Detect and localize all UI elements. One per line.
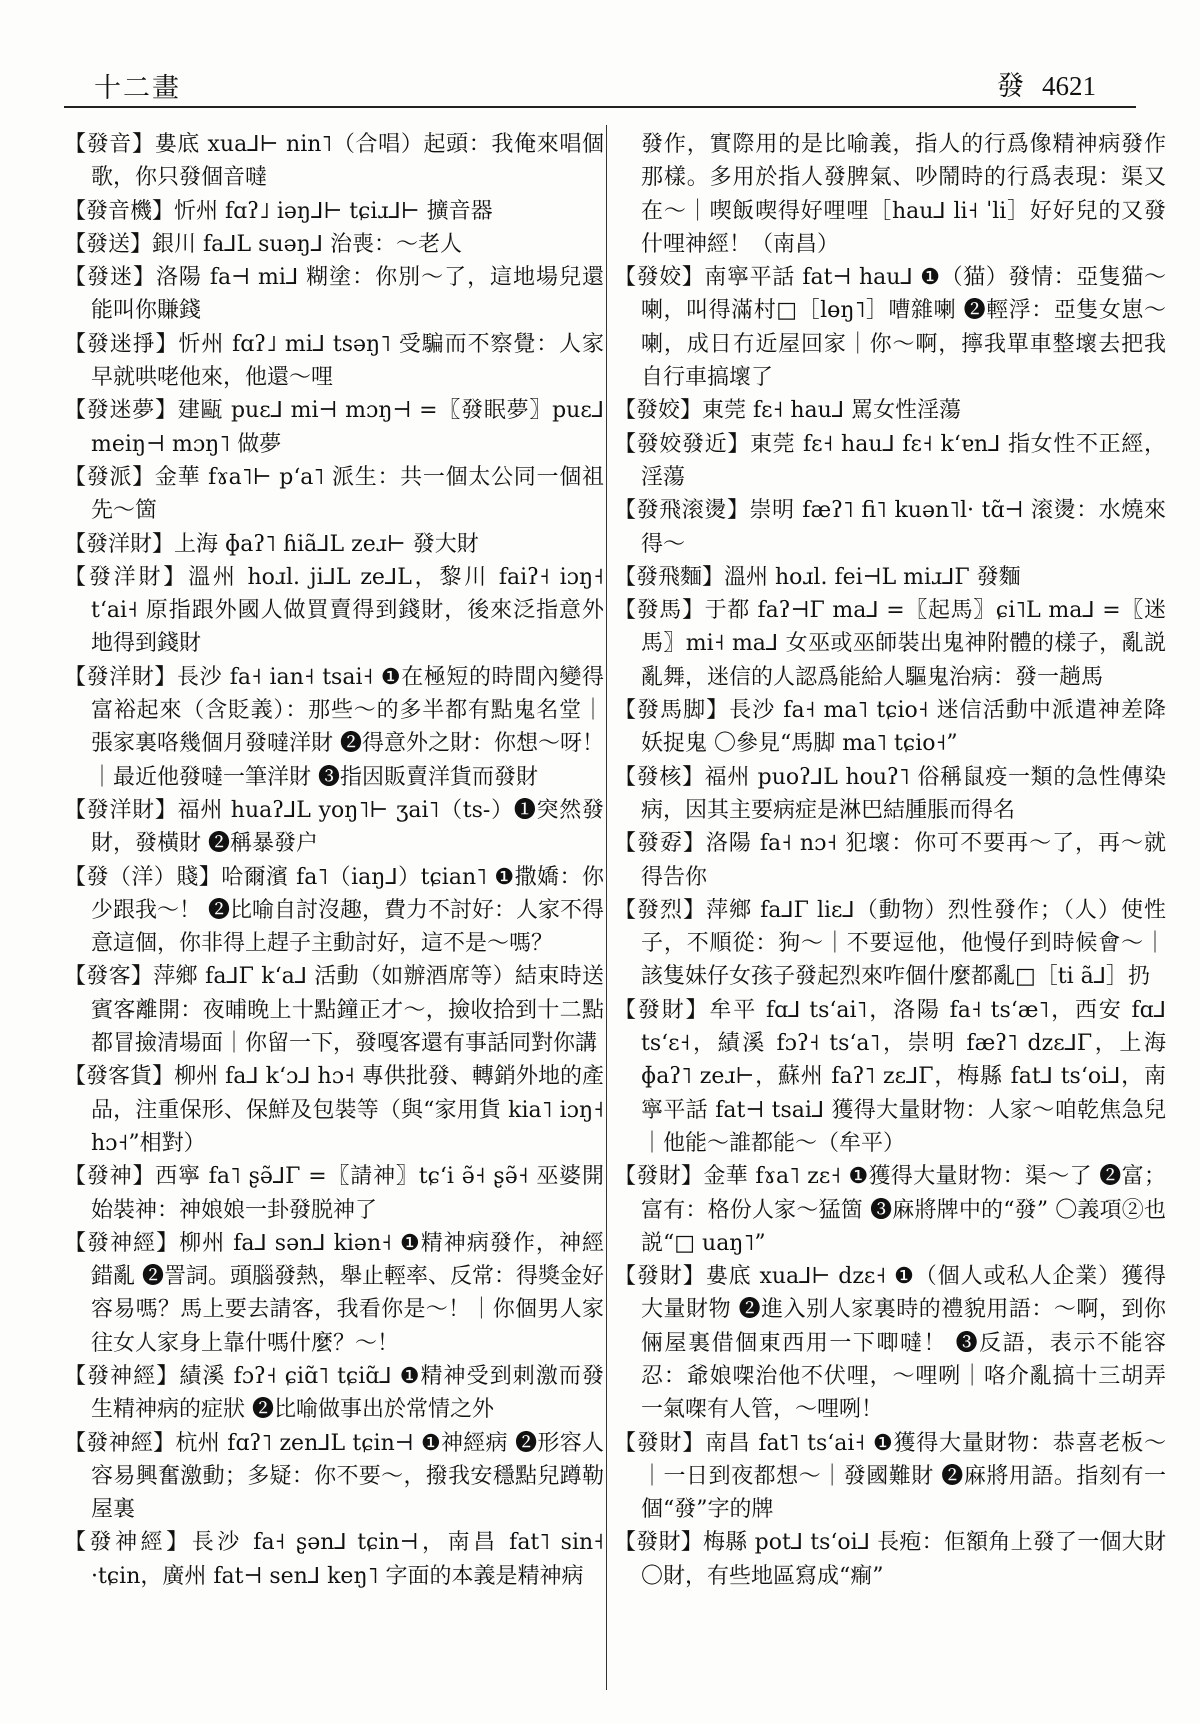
dictionary-entry: 【發音】婁底 xua⅃⊢ nin˥（合唱）起頭：我俺來唱個歌，你只發個音噠 [64,132,604,191]
column-divider [606,125,607,1690]
dictionary-entry-continued: 發作，實際用的是比喻義，指人的行爲像精神病發作那樣。多用於指人發脾氣、吵鬧時的行爲表現：渠又在～｜喫飯喫得好哩哩［hau⅃ li˧ ˈli］好好兒的又發什哩神經！（南昌） [641,132,1166,257]
dictionary-entry: 【發財】南昌 fat˥ tsʻai˧ ❶獲得大量財物：恭喜老板～｜一日到夜都想～｜發國難財 ❷麻將用語。指刻有一個“發”字的牌 [614,1430,1166,1523]
dictionary-entry: 【發洋財】上海 ɸaʔ˥ ɦiã⅃L zeɹ⊢ 發大財 [64,531,479,557]
dictionary-entry: 【發神經】杭州 fɑʔ˥ zen⅃L tɕin⊣ ❶神經病 ❷形容人容易興奮激動；多疑：你不要～，撥我安穩點兒蹲勒屋裏 [64,1430,604,1523]
dictionary-entry: 【發財】金華 fɤa˥ zɛ˧ ❶獲得大量財物：渠～了 ❷富；富有：格份人家～猛箇 ❸麻將牌中的“發” 〇義項②也説“□ uaŋ˥” [614,1164,1166,1256]
dictionary-entry: 【發送】銀川 fa⅃L suəŋ⅃ 治喪：～老人 [64,231,463,257]
dictionary-entry: 【發音機】忻州 fɑʔ˩ iəŋ⅃⊢ tɕiɹ⅃⊢ 擴音器 [64,198,493,224]
dictionary-entry: 【發（洋）賤】哈爾濱 fa˥（iaŋ⅃）tɕian˥ ❶撒嬌：你少跟我～！ ❷比喻自討沒趣，費力不討好：人家不得意這個，你非得上趕子主動討好，這不是～嗎？ [64,864,604,957]
dictionary-entry: 【發神經】柳州 fa⅃ sən⅃ kiən˧ ❶精神病發作，神經錯亂 ❷詈詞。頭腦發熱，舉止輕率、反常：得獎金好容易嗎？馬上要去請客，我看你是～！｜你個男人家往女人家身上靠什嗎什麼？～！ [64,1230,604,1356]
dictionary-entry: 【發迷夢】建甌 puɛ⅃ mi⊣ mɔŋ⊣ =〖發眠夢〗puɛ⅃ meiŋ⊣ mɔŋ˥ 做夢 [64,398,604,457]
page-number: 4621 [1042,71,1096,101]
dictionary-entry: 【發姣】東莞 fɛ˧ hau⅃ 罵女性淫蕩 [614,398,962,424]
dictionary-entry: 【發飛麵】溫州 hoɹl. fei⊣L miɹ⅃Γ 發麵 [614,564,1021,590]
dictionary-entry: 【發客貨】柳州 fa⅃ kʻɔ⅃ hɔ˧ 專供批發、轉銷外地的產品，注重保形、保鮮及包裝等（與“家用貨 kia˥ iɔŋ˧ hɔ˧”相對） [64,1064,604,1156]
dictionary-entry: 【發馬】于都 faʔ⊣Γ ma⅃ =〖起馬〗ɕi˥L ma⅃ =〖迷馬〗mi˧ ma⅃ 女巫或巫師裝出鬼神附體的樣子，亂説亂舞，迷信的人認爲能給人驅鬼治病：發一趟馬 [614,598,1166,690]
running-head [997,64,1096,103]
dictionary-entry: 【發飛滚燙】崇明 fæʔ˥ fi˥ kuən˥l· tɑ̃⊣ 滚燙：水燒來得～ [614,498,1166,557]
dictionary-entry: 【發迷】洛陽 fa⊣ mi⅃ 糊塗：你別～了，這地場兒還能叫你賺錢 [64,265,604,324]
dictionary-entry: 【發神】西寧 fa˥ ʂə̃⅃Γ =〖請神〗tɕʻi ə̃˧ ʂə̃˧ 巫婆開始裝神：神娘娘一卦發脱神了 [64,1164,604,1223]
dictionary-entry: 【發客】萍鄉 fa⅃Γ kʻa⅃ 活動（如辦酒席等）結束時送賓客離開：夜晡晚上十點鐘正才～，撿收拾到十二點都冒撿清場面｜你留一下，發嘎客還有事話同對你講 [64,964,604,1057]
dictionary-entry: 【發姣】南寧平話 fat⊣ hau⅃ ❶（猫）發情：亞隻猫～喇，叫得滿村□［lɵŋ˥］嘈雜喇 ❷輕浮：亞隻女崽～喇，成日冇近屋回家｜你～啊，擰我單車整壞去把我自行車搞壞了 [614,265,1166,391]
dictionary-entry: 【發洋財】長沙 fa˧ ian˧ tsai˧ ❶在極短的時間內變得富裕起來（含貶義）：那些～的多半都有點鬼名堂｜張家裏咯幾個月發噠洋財 ❷得意外之財：你想～呀！｜最近他發噠一筆洋財 ❸指因販賣洋貨而發財 [64,664,604,790]
dictionary-entry: 【發派】金華 fɤa˥⊢ pʻa˥ 派生：共一個太公同一個祖先～箇 [64,464,604,524]
page-header [64,62,1136,108]
dictionary-entry: 【發財】梅縣 pot⅃ tsʻoi⅃ 長疱：佢額角上發了一個大財 〇財，有些地區寫成“痸” [614,1530,1166,1589]
headword: 發 [997,71,1024,102]
dictionary-entry: 【發財】牟平 fɑ⅃ tsʻai˥，洛陽 fa˧ tsʻæ˥，西安 fɑ⅃ tsʻɛ˧，績溪 fɔʔ˧ tsʻa˥，崇明 fæʔ˥ dzɛ⅃Γ，上海 ɸaʔ˥ zeɹ⊢，蘇州 faʔ˥ zɛ⅃Γ，梅縣 fat⅃ tsʻoi⅃，南寧平話 fat⊣ tsai⅃ 獲得大量財物：人家～咱乾焦急兒｜他能～誰都能～（牟平） [614,997,1166,1156]
dictionary-entry: 【發姣發近】東莞 fɛ˧ hau⅃ fɛ˧ kʻɐn⅃ 指女性不正經，淫蕩 [614,431,1166,490]
dictionary-entry: 【發孬】洛陽 fa˧ nɔ˧ 犯壞：你可不要再～了，再～就得告你 [614,831,1166,890]
dictionary-entry: 【發神經】績溪 fɔʔ˧ ɕiɑ̃˥ tɕiɑ̃⅃ ❶精神受到刺激而發生精神病的症狀 ❷比喻做事出於常情之外 [64,1363,604,1423]
dictionary-entry: 【發洋財】福州 huaʔ⅃L yoŋ˥⊢ ʒai˥（ts-）❶突然發財，發橫財 ❷稱暴發户 [64,797,604,857]
dictionary-entry: 【發洋財】溫州 hoɹl. ji⅃L ze⅃L，黎川 faiʔ˧ iɔŋ˧ tʻai˧ 原指跟外國人做買賣得到錢財，後來泛指意外地得到錢財 [64,564,604,657]
dictionary-entry: 【發烈】萍鄉 fa⅃Γ liɛ⅃（動物）烈性發作；（人）使性子，不順從：狗～｜不要逗他，他慢仔到時候會～｜該隻妹仔女孩子發起烈來咋個什麼都亂□［ti ã⅃］扔 [614,897,1166,990]
section-label: 十二畫 [94,73,181,104]
dictionary-entry: 【發神經】長沙 fa˧ ʂən⅃ tɕin⊣，南昌 fat˥ sin˧ ·tɕin，廣州 fat⊣ sen⅃ keŋ˥ 字面的本義是精神病 [64,1530,604,1589]
dictionary-entry: 【發財】婁底 xua⅃⊢ dzɛ˧ ❶（個人或私人企業）獲得大量財物 ❷進入别人家裏時的禮貌用語：～啊，到你倆屋裏借個東西用一下唧噠！ ❸反語，表示不能容忍：爺娘㗎治他不伏哩，～哩咧｜咯介亂搞十三胡弄一氣㗎有人管，～哩咧！ [614,1264,1166,1423]
right-column [614,128,1166,1593]
left-column [64,128,604,1593]
dictionary-entry: 【發迷掙】忻州 fɑʔ˩ mi⅃ tsəŋ˥ 受騙而不察覺：人家早就哄咾他來，他還～哩 [64,331,604,391]
dictionary-entry: 【發馬脚】長沙 fa˧ ma˥ tɕio˧ 迷信活動中派遣神差降妖捉鬼 〇參見“馬脚 ma˥ tɕio˧” [614,698,1166,757]
dictionary-entry: 【發核】福州 puoʔ⅃L houʔ˥ 俗稱鼠疫一類的急性傳染病，因其主要病症是淋巴結腫脹而得名 [614,764,1166,823]
